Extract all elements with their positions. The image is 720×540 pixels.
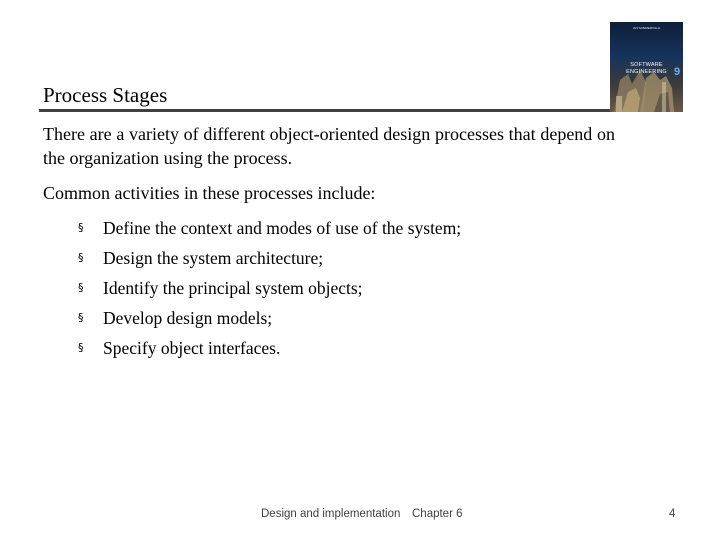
title-divider [39, 109, 612, 112]
list-item-text: Design the system architecture; [103, 248, 324, 268]
list-item-text: Specify object interfaces. [103, 338, 281, 358]
cover-edition: 9 [674, 66, 681, 78]
paragraph-intro: There are a variety of different object-oriented design processes that depend on the organization using the process. [43, 124, 615, 168]
bullet-icon: § [78, 251, 84, 264]
slide-title: Process Stages [43, 83, 168, 107]
cover-title: SOFTWARE ENGINEERING [626, 62, 667, 75]
list-item-text: Develop design models; [103, 308, 273, 328]
bullet-icon: § [78, 221, 84, 234]
footer-chapter: Chapter 6 [412, 508, 463, 520]
list-item-text: Identify the principal system objects; [103, 278, 363, 298]
bullet-icon: § [78, 311, 84, 324]
bullet-icon: § [78, 281, 84, 294]
paragraph-activities: Common activities in these processes include: [43, 183, 376, 203]
bullet-icon: § [78, 341, 84, 354]
book-cover-image [610, 22, 683, 112]
cover-author: IAN SOMMERVILLE [632, 26, 661, 30]
list-item-text: Define the context and modes of use of the system; [103, 218, 462, 238]
footer-section-title: Design and implementation [261, 508, 401, 520]
footer-page-number: 4 [669, 508, 676, 520]
